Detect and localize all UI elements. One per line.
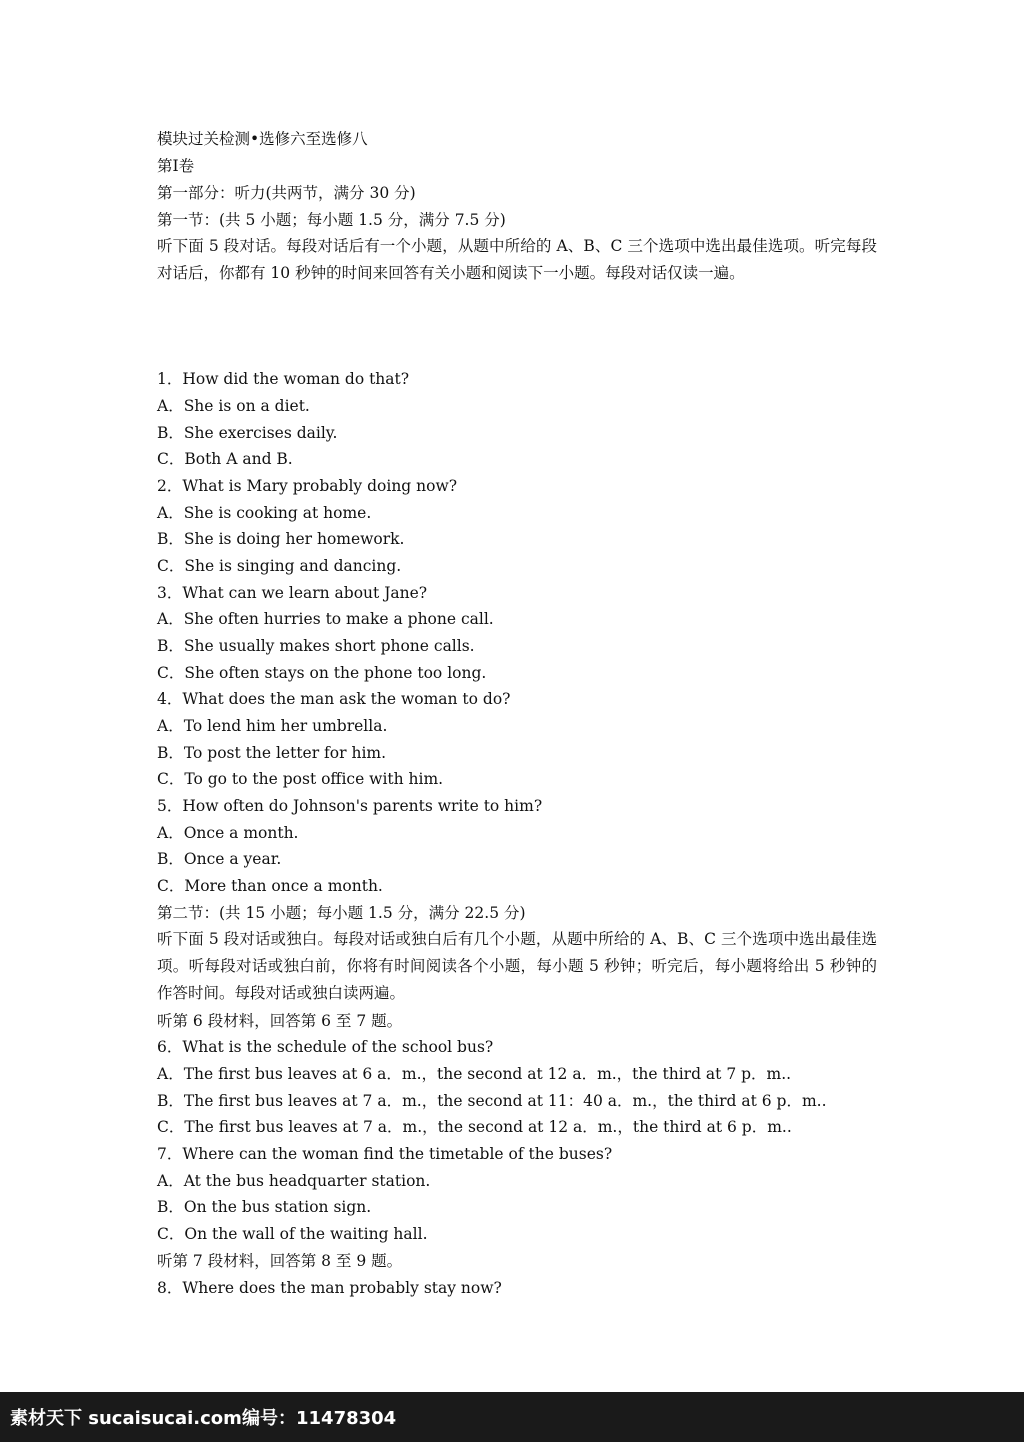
question-4-option-c: C．To go to the post office with him. bbox=[157, 770, 444, 788]
question-5: 5．How often do Johnson's parents write to him? bbox=[157, 797, 543, 815]
question-1-option-a: A．She is on a diet. bbox=[157, 397, 310, 415]
question-4-option-a: A．To lend him her umbrella. bbox=[157, 717, 388, 735]
question-3-option-c: C．She often stays on the phone too long. bbox=[157, 664, 487, 682]
watermark-site: 素材天下 sucaisucai.com bbox=[10, 1408, 242, 1429]
question-6-option-a: A．The first bus leaves at 6 a．m.，the second at 12 a．m.，the third at 7 p．m.. bbox=[157, 1065, 792, 1083]
question-1: 1．How did the woman do that? bbox=[157, 370, 410, 388]
section1-instructions: 听下面 5 段对话。每段对话后有一个小题，从题中所给的 A、B、C 三个选项中选出最佳选项。听完每段对话后，你都有 10 秒钟的时间来回答有关小题和阅读下一小题。每段对话仅读一遍。 bbox=[157, 237, 877, 282]
volume-label: 第Ⅰ卷 bbox=[157, 157, 195, 175]
question-6-option-b: B．The first bus leaves at 7 a．m.，the second at 11：40 a．m.，the third at 6 p．m.. bbox=[157, 1092, 827, 1110]
question-4-option-b: B．To post the letter for him. bbox=[157, 744, 387, 762]
material-7-heading: 听第 7 段材料，回答第 8 至 9 题。 bbox=[157, 1252, 403, 1270]
question-2: 2．What is Mary probably doing now? bbox=[157, 477, 458, 495]
material-6-heading: 听第 6 段材料，回答第 6 至 7 题。 bbox=[157, 1012, 403, 1030]
question-5-option-b: B．Once a year. bbox=[157, 850, 282, 868]
question-7-option-c: C．On the wall of the waiting hall. bbox=[157, 1225, 428, 1243]
question-3-option-a: A．She often hurries to make a phone call. bbox=[157, 610, 494, 628]
question-1-option-b: B．She exercises daily. bbox=[157, 424, 338, 442]
section1-heading: 第一节：(共 5 小题；每小题 1.5 分，满分 7.5 分) bbox=[157, 211, 506, 229]
question-3: 3．What can we learn about Jane? bbox=[157, 584, 428, 602]
question-1-option-c: C．Both A and B. bbox=[157, 450, 293, 468]
question-5-option-c: C．More than once a month. bbox=[157, 877, 383, 895]
watermark-id: 编号：11478304 bbox=[242, 1408, 397, 1429]
question-8: 8．Where does the man probably stay now? bbox=[157, 1279, 502, 1297]
question-2-option-c: C．She is singing and dancing. bbox=[157, 557, 402, 575]
question-4: 4．What does the man ask the woman to do? bbox=[157, 690, 511, 708]
question-6: 6．What is the schedule of the school bus? bbox=[157, 1038, 494, 1056]
question-6-option-c: C．The first bus leaves at 7 a．m.，the second at 12 a．m.，the third at 6 p．m.. bbox=[157, 1118, 792, 1136]
watermark-bar bbox=[0, 1392, 1024, 1442]
doc-title: 模块过关检测•选修六至选修八 bbox=[157, 130, 368, 148]
question-2-option-a: A．She is cooking at home. bbox=[157, 504, 372, 522]
section2-heading: 第二节：(共 15 小题；每小题 1.5 分，满分 22.5 分) bbox=[157, 904, 526, 922]
section2-instructions: 听下面 5 段对话或独白。每段对话或独白后有几个小题，从题中所给的 A、B、C 三个选项中选出最佳选项。听每段对话或独白前，你将有时间阅读各个小题，每小题 5 秒钟；听完后，每小题将给出 5 秒钟的作答时间。每段对话或独白读两遍。 bbox=[157, 930, 877, 1002]
question-2-option-b: B．She is doing her homework. bbox=[157, 530, 405, 548]
question-7-option-b: B．On the bus station sign. bbox=[157, 1198, 372, 1216]
part-heading: 第一部分：听力(共两节，满分 30 分) bbox=[157, 184, 416, 202]
question-5-option-a: A．Once a month. bbox=[157, 824, 299, 842]
question-7-option-a: A．At the bus headquarter station. bbox=[157, 1172, 431, 1190]
question-7: 7．Where can the woman find the timetable of the buses? bbox=[157, 1145, 613, 1163]
question-3-option-b: B．She usually makes short phone calls. bbox=[157, 637, 475, 655]
